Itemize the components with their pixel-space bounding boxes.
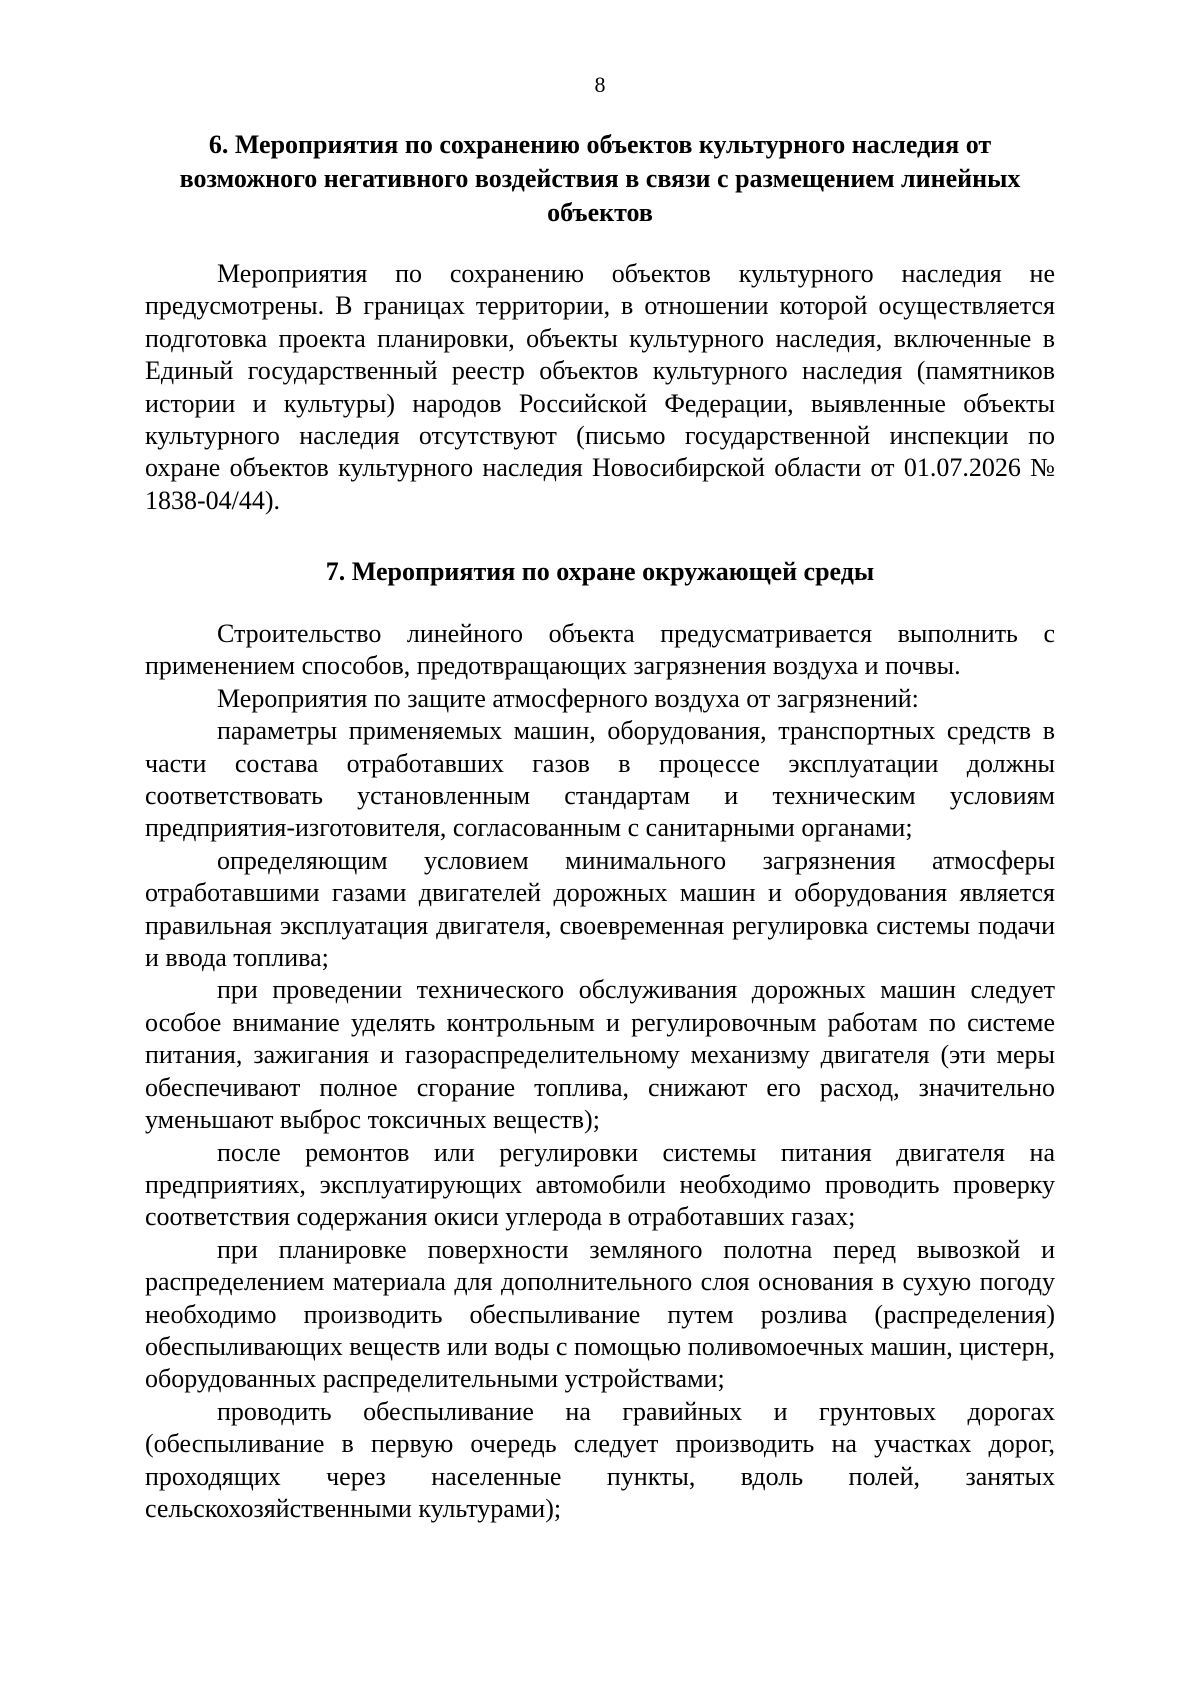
- page-number: 8: [594, 72, 606, 97]
- section-7-body: [145, 618, 1055, 1525]
- section-7-list-item: при проведении технического обслуживания дорожных машин следует особое внимание уделять контрольным и регулировочным работам по системе питания, зажигания и газораспределительному механизму двигателя (эти меры обеспечивают полное сгорание топлива, снижают его расход, значительно уменьшают выброс токсичных веществ);: [145, 975, 1055, 1135]
- section-7-list-item: при планировке поверхности земляного полотна перед вывозкой и распределением материала для дополнительного слоя основания в сухую погоду необходимо производить обеспыливание путем розлива (распределения) обеспыливающих веществ или воды с помощью поливомоечных машин, цистерн, оборудованных распределительными устройствами;: [145, 1234, 1055, 1394]
- section-7-list-item: проводить обеспыливание на гравийных и грунтовых дорогах (обеспыливание в первую очередь следует производить на участках дорог, проходящих через населенные пункты, вдоль полей, занятых сельскохозяйственными культурами);: [145, 1396, 1055, 1523]
- section-7-heading: 7. Мероприятия по охране окружающей среды: [325, 557, 875, 586]
- section-7-paragraph: Мероприятия по защите атмосферного воздуха от загрязнений:: [217, 683, 919, 713]
- section-7-list-item: определяющим условием минимального загрязнения атмосферы отработавшими газами двигателей дорожных машин и оборудования является правильная эксплуатация двигателя, своевременная регулировка системы подачи и ввода топлива;: [145, 845, 1055, 973]
- section-7-list-item: после ремонтов или регулировки системы питания двигателя на предприятиях, эксплуатирующих автомобили необходимо проводить проверку соответствия содержания окиси углерода в отработавших газах;: [145, 1137, 1055, 1232]
- section-7-paragraph: Строительство линейного объекта предусматривается выполнить с применением способов, предотвращающих загрязнения воздуха и почвы.: [145, 619, 1055, 681]
- section-6-heading: 6. Мероприятия по сохранению объектов культурного наследия от возможного негативного воздействия в связи с размещением линейных объектов: [179, 130, 1021, 227]
- section-6-body: [145, 258, 1055, 517]
- section-6-paragraph: Мероприятия по сохранению объектов культурного наследия не предусмотрены. В границах территории, в отношении которой осуществляется подготовка проекта планировки, объекты культурного наследия, включенные в Единый государственный реестр объектов культурного наследия (памятников истории и культуры) народов Российской Федерации, выявленные объекты культурного наследия отсутствуют (письмо государственной инспекции по охране объектов культурного наследия Новосибирской области от 01.07.2026 № 1838-04/44).: [145, 259, 1055, 515]
- section-7-list-item: параметры применяемых машин, оборудования, транспортных средств в части состава отработавших газов в процессе эксплуатации должны соответствовать установленным стандартам и техническим условиям предприятия-изготовителя, согласованным с санитарными органами;: [145, 716, 1055, 843]
